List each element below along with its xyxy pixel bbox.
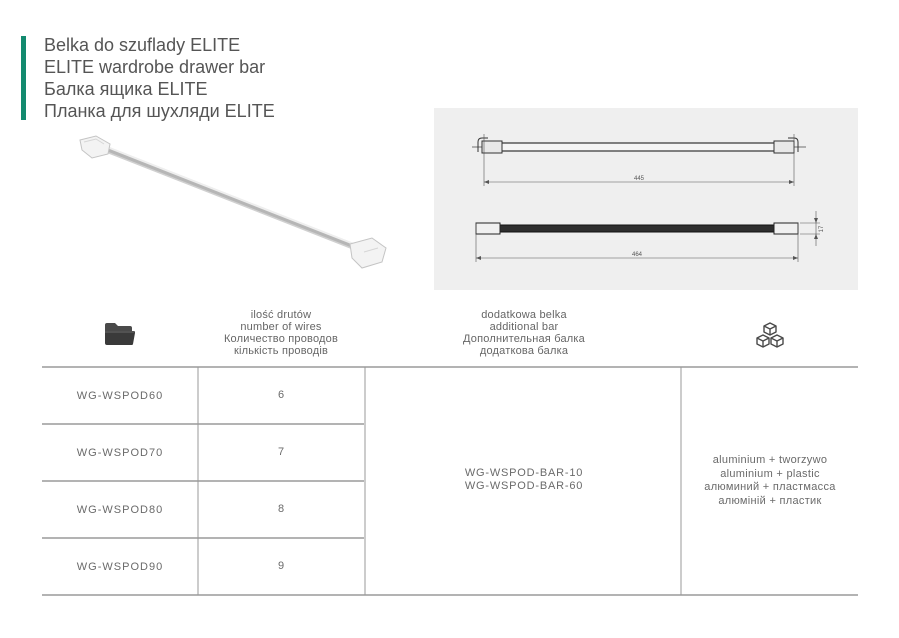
material-ru: алюминий + пластмасса bbox=[704, 481, 836, 493]
wires-header-ru: Количество проводов bbox=[223, 333, 339, 345]
title-line-pl: Belka do szuflady ELITE bbox=[44, 35, 241, 55]
material-en: aluminium + plastic bbox=[720, 467, 820, 480]
title-line-ua: Планка для шухляди ELITE bbox=[44, 101, 275, 121]
product-code-cell: WG-WSPOD80 bbox=[76, 504, 164, 516]
additional-bar-cell bbox=[366, 467, 682, 493]
product-code-cell: WG-WSPOD70 bbox=[76, 447, 164, 459]
title-line-ru: Балка ящика ELITE bbox=[44, 79, 208, 99]
title-line-en: ELITE wardrobe drawer bar bbox=[44, 57, 266, 77]
material-ua: алюміній + пластик bbox=[718, 494, 822, 507]
dimension-height-label: 17 bbox=[819, 225, 825, 233]
product-code-cell: WG-WSPOD60 bbox=[76, 390, 164, 402]
wire-count-cell: 7 bbox=[277, 446, 285, 458]
wires-header-ua: кількість проводів bbox=[233, 345, 329, 357]
wires-header-en: number of wires bbox=[240, 321, 322, 333]
additional-bar-header-ru: Дополнительная балка bbox=[463, 333, 585, 345]
wire-count-cell: 8 bbox=[277, 503, 285, 515]
additional-bar-code: WG-WSPOD-BAR-60 bbox=[464, 480, 584, 492]
dimension-top-label: 445 bbox=[633, 176, 645, 182]
material-cell bbox=[682, 454, 858, 508]
additional-bar-header-en: additional bar bbox=[489, 321, 559, 333]
dimension-bottom-label: 464 bbox=[631, 252, 643, 258]
product-code-cell: WG-WSPOD90 bbox=[76, 561, 164, 573]
wire-count-cell: 9 bbox=[277, 560, 285, 572]
additional-bar-code: WG-WSPOD-BAR-10 bbox=[464, 467, 584, 479]
wire-count-cell: 6 bbox=[277, 389, 285, 401]
material-pl: aluminium + tworzywo bbox=[712, 454, 828, 466]
wires-header-pl: ilość drutów bbox=[250, 309, 312, 321]
additional-bar-header-ua: додаткова балка bbox=[479, 345, 569, 357]
additional-bar-header-pl: dodatkowa belka bbox=[481, 309, 567, 321]
